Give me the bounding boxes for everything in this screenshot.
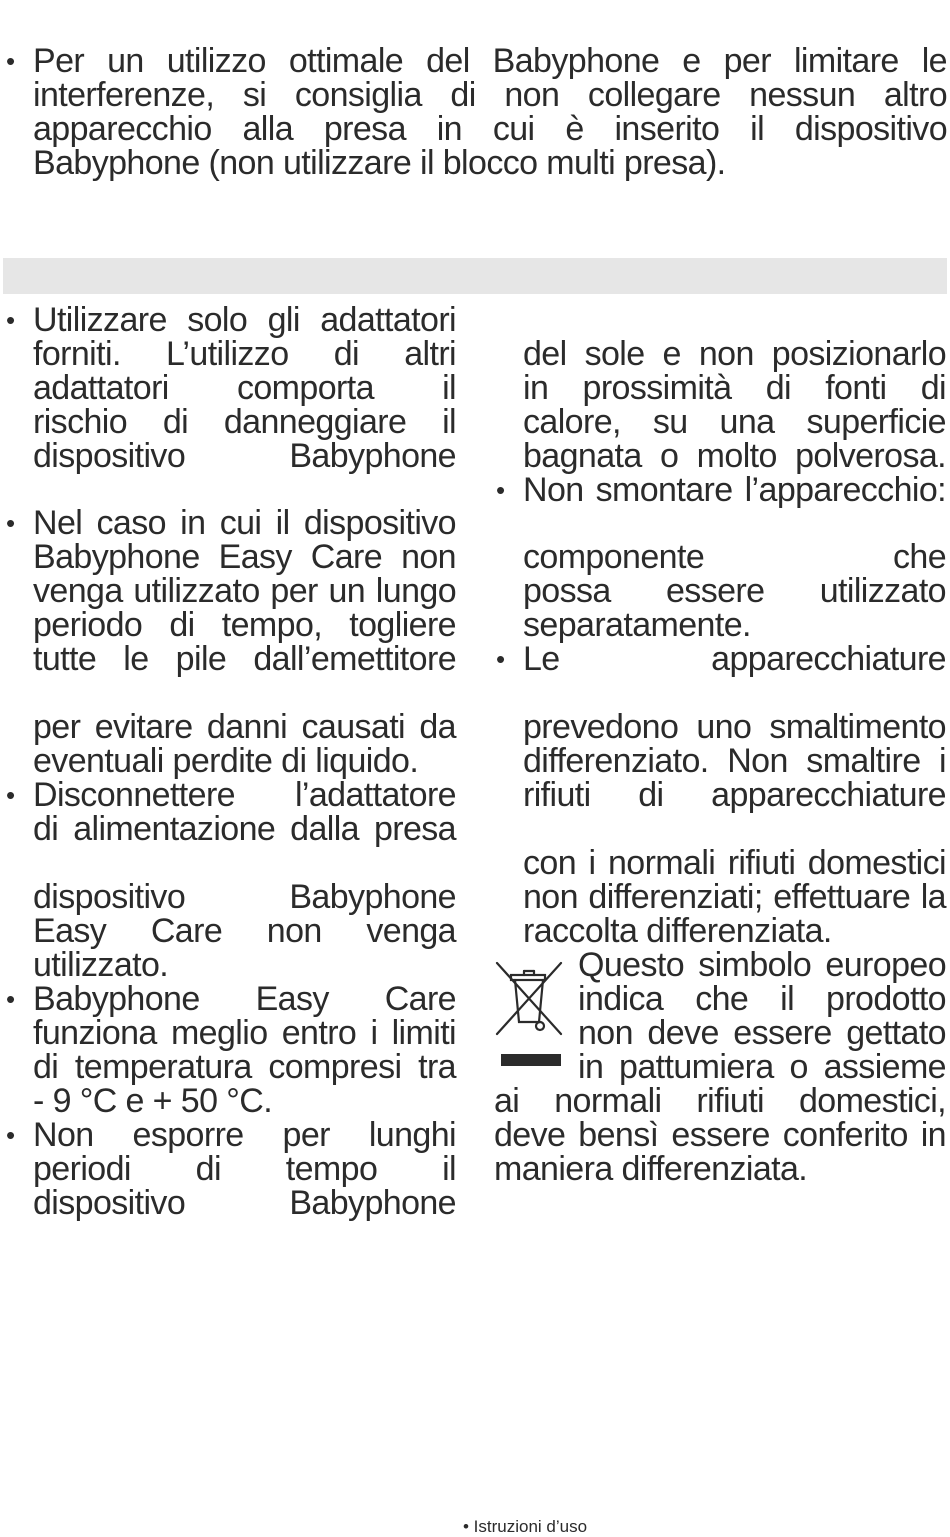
bullet-icon: •: [6, 508, 16, 538]
text-line: non deve essere gettato: [578, 1014, 946, 1052]
text-line: Non smontare l’apparecchio:: [523, 471, 946, 509]
text-line: eventuali perdite di liquido.: [33, 742, 419, 780]
text-line: in prossimità di fonti di: [523, 369, 946, 407]
bullet-icon: •: [6, 780, 16, 810]
text-line: prevedono uno smaltimento: [523, 708, 946, 746]
text-line: Babyphone (non utilizzare il blocco multi presa).: [33, 144, 726, 182]
text-line: adattatori comporta il: [33, 369, 456, 407]
text-line: di alimentazione dalla presa: [33, 810, 456, 848]
section-header-band: [3, 258, 947, 294]
text-line: rischio di danneggiare il: [33, 403, 456, 441]
text-line: indica che il prodotto: [578, 980, 946, 1018]
text-line: Disconnettere l’adattatore: [33, 776, 456, 814]
text-line: per evitare danni causati da: [33, 708, 456, 746]
text-line: Le apparecchiature: [523, 640, 946, 678]
text-line: venga utilizzato per un lungo: [33, 572, 456, 610]
text-line: Questo simbolo europeo: [578, 946, 946, 984]
text-line: possa essere utilizzato: [523, 572, 946, 610]
text-line: forniti. L’utilizzo di altri: [33, 335, 456, 373]
text-line: Babyphone Easy Care: [33, 980, 456, 1018]
text-line: ai normali rifiuti domestici,: [494, 1082, 946, 1120]
bullet-icon: •: [496, 644, 506, 674]
text-line: componente che: [523, 538, 946, 576]
text-line: raccolta differenziata.: [523, 912, 832, 950]
text-line: tutte le pile dall’emettitore: [33, 640, 456, 678]
text-line: non differenziati; effettuare la: [523, 878, 946, 916]
text-line: interferenze, si consiglia di non collegare nessun altro: [33, 76, 947, 114]
text-line: Non esporre per lunghi: [33, 1116, 456, 1154]
text-line: dispositivo Babyphone: [33, 1184, 456, 1222]
crossed-out-bin-icon: [494, 960, 566, 1072]
text-line: periodi di tempo il: [33, 1150, 456, 1188]
text-line: Easy Care non venga: [33, 912, 456, 950]
text-line: rifiuti di apparecchiature: [523, 776, 946, 814]
page-footer: • Istruzioni d’uso: [463, 1517, 588, 1536]
text-line: - 9 °C e + 50 °C.: [33, 1082, 273, 1120]
text-line: separatamente.: [523, 606, 751, 644]
text-line: dispositivo Babyphone: [33, 878, 456, 916]
text-line: con i normali rifiuti domestici: [523, 844, 946, 882]
text-line: di temperatura compresi tra: [33, 1048, 456, 1086]
text-line: Nel caso in cui il dispositivo: [33, 504, 456, 542]
text-line: Babyphone Easy Care non: [33, 538, 456, 576]
text-line: maniera differenziata.: [494, 1150, 808, 1188]
text-line: Utilizzare solo gli adattatori: [33, 301, 456, 339]
text-line: in pattumiera o assieme: [578, 1048, 946, 1086]
text-line: calore, su una superficie: [523, 403, 946, 441]
text-line: periodo di tempo, togliere: [33, 606, 456, 644]
text-line: dispositivo Babyphone: [33, 437, 456, 475]
bullet-icon: •: [6, 305, 16, 335]
bullet-icon: •: [496, 475, 506, 505]
text-line: del sole e non posizionarlo: [523, 335, 946, 373]
bullet-icon: •: [6, 46, 16, 76]
text-line: deve bensì essere conferito in: [494, 1116, 946, 1154]
text-line: differenziato. Non smaltire i: [523, 742, 946, 780]
text-line: bagnata o molto polverosa.: [523, 437, 946, 475]
text-line: Per un utilizzo ottimale del Babyphone e per limitare le: [33, 42, 947, 80]
text-line: funziona meglio entro i limiti: [33, 1014, 456, 1052]
bullet-icon: •: [6, 1120, 16, 1150]
text-line: utilizzato.: [33, 946, 169, 984]
text-line: apparecchio alla presa in cui è inserito il dispositivo: [33, 110, 947, 148]
bullet-icon: •: [6, 984, 16, 1014]
